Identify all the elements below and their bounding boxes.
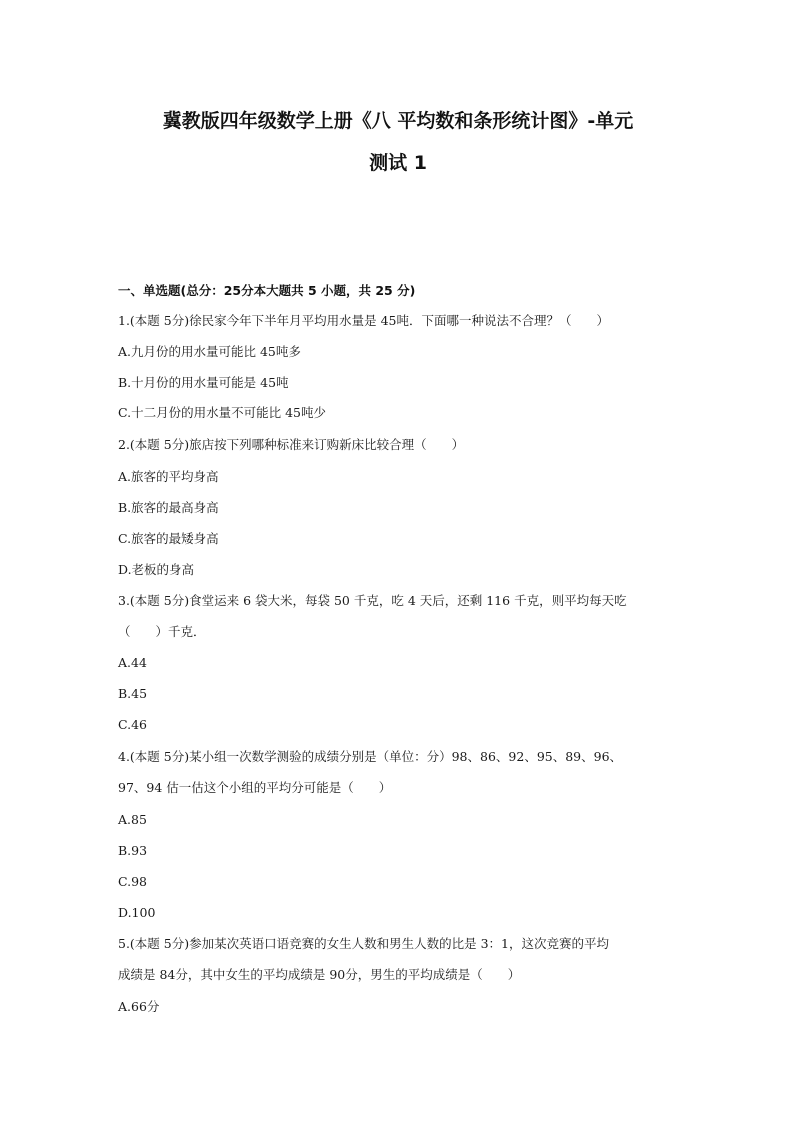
question-5-stem-line-1: 5.(本题 5分)参加某次英语口语竞赛的女生人数和男生人数的比是 3：1，这次竞赛的平均 (118, 936, 609, 951)
question-2-option-d: D.老板的身高 (118, 562, 195, 577)
question-3-option-c: C.46 (118, 717, 147, 732)
question-1-stem: 1.(本题 5分)徐民家今年下半年月平均用水量是 45吨．下面哪一种说法不合理？（ ） (118, 313, 609, 328)
section-header: 一、单选题(总分：25分本大题共 5 小题，共 25 分) (118, 283, 416, 298)
question-2-stem: 2.(本题 5分)旅店按下列哪种标准来订购新床比较合理（ ） (118, 437, 465, 452)
question-4-option-a: A.85 (118, 812, 147, 827)
question-1-option-c: C.十二月份的用水量不可能比 45吨少 (118, 405, 326, 420)
question-5-option-a: A.66分 (118, 999, 160, 1014)
document-title-line-2: 测试 1 (369, 152, 427, 174)
question-2-option-b: B.旅客的最高身高 (118, 500, 219, 515)
question-3-stem-line-1: 3.(本题 5分)食堂运来 6 袋大米，每袋 50 千克，吃 4 天后，还剩 116 千克，则平均每天吃 (118, 593, 627, 608)
question-4-option-b: B.93 (118, 843, 148, 858)
question-4-stem-line-1: 4.(本题 5分)某小组一次数学测验的成绩分别是（单位：分）98、86、92、95、89、96、 (118, 749, 623, 764)
document-title-line-1: 冀教版四年级数学上册《八 平均数和条形统计图》-单元 (162, 110, 634, 132)
question-4-option-d: D.100 (118, 905, 156, 920)
question-2-option-a: A.旅客的平均身高 (118, 469, 219, 484)
question-3-option-a: A.44 (118, 655, 147, 670)
question-1-option-a: A.九月份的用水量可能比 45吨多 (118, 344, 301, 359)
question-2-option-c: C.旅客的最矮身高 (118, 531, 219, 546)
question-4-stem-line-2: 97、94 估一估这个小组的平均分可能是（ ） (118, 780, 392, 795)
question-1-option-b: B.十月份的用水量可能是 45吨 (118, 375, 289, 390)
question-3-stem-line-2: （ ）千克． (118, 624, 206, 639)
question-4-option-c: C.98 (118, 874, 147, 889)
question-5-stem-line-2: 成绩是 84分，其中女生的平均成绩是 90分，男生的平均成绩是（ ） (118, 967, 521, 982)
question-3-option-b: B.45 (118, 686, 148, 701)
